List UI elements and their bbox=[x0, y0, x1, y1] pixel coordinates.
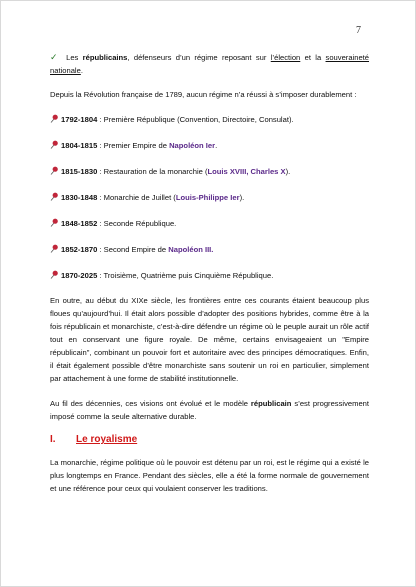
period-years: 1848-1852 bbox=[61, 219, 98, 228]
pushpin-icon bbox=[50, 114, 58, 123]
underlined-souverainete: souveraineté nationale bbox=[50, 53, 370, 75]
period-item bbox=[50, 217, 369, 230]
period-item bbox=[50, 165, 369, 178]
decades-text: s’est progressivement imposé comme la seule alternative durable. bbox=[50, 399, 369, 421]
period-ruler: Napoléon Ier bbox=[169, 141, 216, 150]
period-item bbox=[50, 269, 369, 282]
intro-text: , défenseurs d’un régime reposant sur bbox=[127, 53, 271, 62]
pushpin-icon bbox=[50, 218, 58, 227]
intro-paragraph bbox=[50, 51, 369, 77]
pushpin-icon bbox=[50, 140, 58, 149]
decades-bold-republicain: républicain bbox=[250, 399, 292, 408]
period-ruler: Louis-Philippe Ier bbox=[175, 193, 240, 202]
period-tail: ). bbox=[239, 193, 245, 202]
intro-text: et la bbox=[300, 53, 326, 62]
period-years: 1870-2025 bbox=[61, 271, 98, 280]
period-tail: . bbox=[215, 141, 218, 150]
hybrid-paragraph: En outre, au début du XIXe siècle, les frontières entre ces courants étaient beaucoup plus floues qu’aujourd’hui. Il était alors possible d’adopter des positions hybrides, comme être à la fois républicain et monarchiste, c’est-à-dire défendre un régime où le peuple aurait un rôle actif tout en conservant une figure royale. De même, certains envisageaient un "Empire républicain", combinant un pouvoir fort et autoritaire avec des principes démocratiques. Enfin, il était également possible d’être monarchiste sans soutenir un roi en particulier, simplement par attachement à une forme de stabilité institutionnelle. bbox=[50, 296, 369, 383]
section-number: I. bbox=[50, 434, 56, 445]
monarchy-paragraph: La monarchie, régime politique où le pouvoir est détenu par un roi, est le régime qui a existé le plus longtemps en France. Pendant des siècles, elle a été la forme normale de gouvernement et une référence pour ceux qui voulaient conserver les traditions. bbox=[50, 458, 369, 493]
underlined-election: l’élection bbox=[270, 53, 301, 62]
period-tail: ). bbox=[285, 167, 291, 176]
period-ruler: Napoléon III. bbox=[168, 245, 214, 254]
period-item bbox=[50, 243, 369, 256]
pushpin-icon bbox=[50, 244, 58, 253]
section-heading bbox=[50, 433, 369, 446]
period-item bbox=[50, 139, 369, 152]
period-list bbox=[50, 113, 369, 282]
period-text: : Seconde République. bbox=[97, 219, 177, 228]
page-content bbox=[50, 51, 369, 495]
period-ruler: Louis XVIII, Charles X bbox=[207, 167, 286, 176]
period-text: : Première République (Convention, Directoire, Consulat). bbox=[97, 115, 294, 124]
period-years: 1815-1830 bbox=[61, 167, 98, 176]
intro-text: . bbox=[80, 66, 83, 75]
period-years: 1792-1804 bbox=[61, 115, 98, 124]
intro-bold-republicains: républicains bbox=[82, 53, 128, 62]
period-years: 1830-1848 bbox=[61, 193, 98, 202]
checkmark-icon: ✓ bbox=[50, 52, 60, 62]
period-text: : Restauration de la monarchie ( bbox=[97, 167, 208, 176]
period-item bbox=[50, 191, 369, 204]
period-text: : Second Empire de bbox=[97, 245, 169, 254]
period-text: : Premier Empire de bbox=[97, 141, 170, 150]
intro-text: Les bbox=[61, 53, 83, 62]
page-number: 7 bbox=[356, 25, 361, 36]
period-text: : Troisième, Quatrième puis Cinquième République. bbox=[97, 271, 274, 280]
decades-text: Au fil des décennies, ces visions ont évolué et le modèle bbox=[50, 399, 251, 408]
pushpin-icon bbox=[50, 270, 58, 279]
section-title: Le royalisme bbox=[76, 434, 138, 445]
pushpin-icon bbox=[50, 192, 58, 201]
decades-paragraph bbox=[50, 397, 369, 423]
period-text: : Monarchie de Juillet ( bbox=[97, 193, 176, 202]
period-years: 1852-1870 bbox=[61, 245, 98, 254]
pushpin-icon bbox=[50, 166, 58, 175]
period-item bbox=[50, 113, 369, 126]
period-years: 1804-1815 bbox=[61, 141, 98, 150]
revolution-sentence: Depuis la Révolution française de 1789, aucun régime n’a réussi à s’imposer durablement : bbox=[50, 90, 357, 99]
